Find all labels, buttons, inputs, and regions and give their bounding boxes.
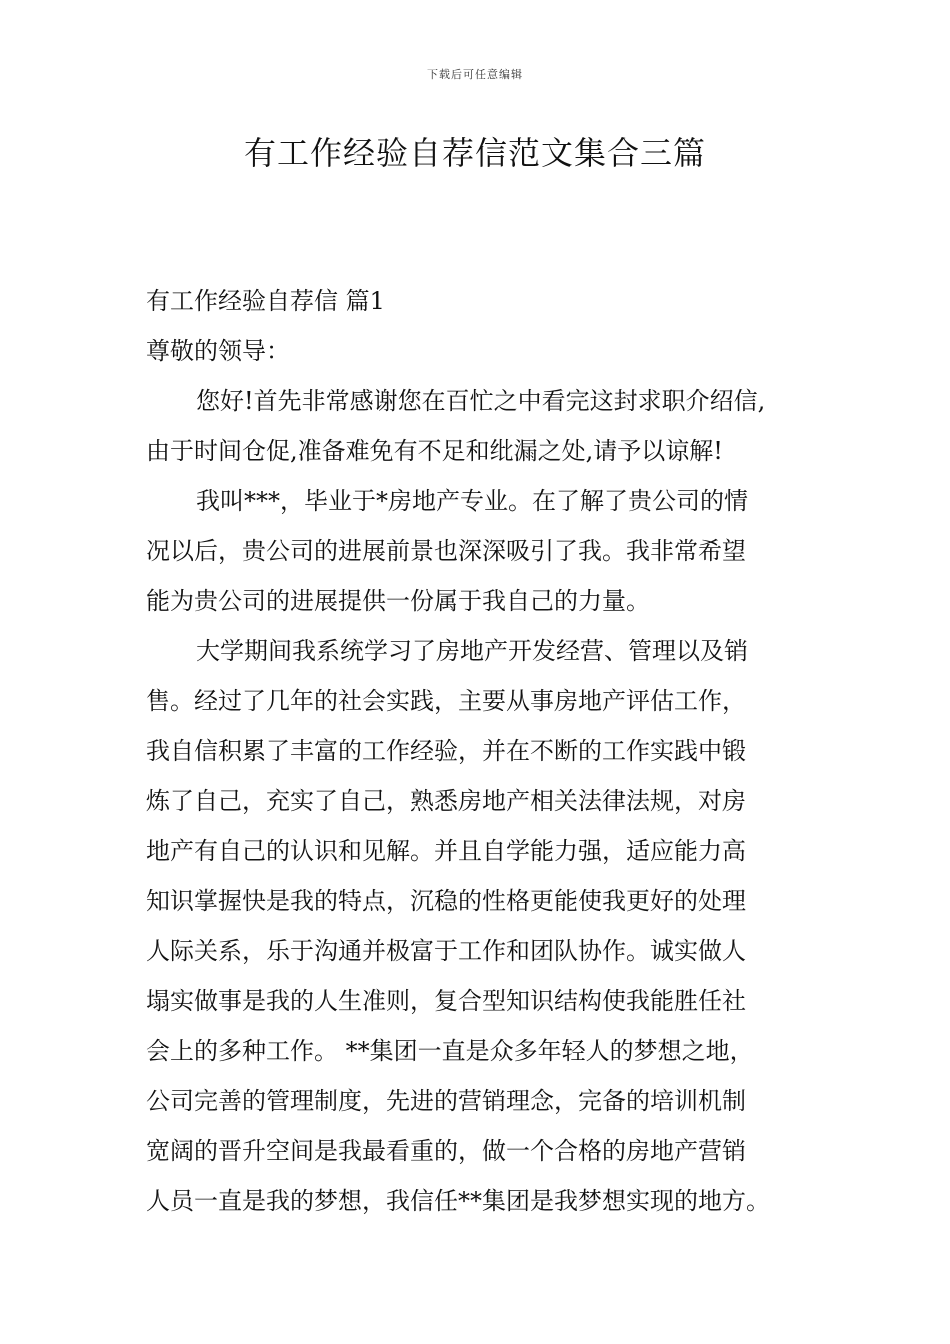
paragraph-line: 公司完善的管理制度，先进的营销理念，完备的培训机制: [146, 1087, 746, 1115]
paragraph-line: 会上的多种工作。 **集团一直是众多年轻人的梦想之地，: [146, 1037, 754, 1065]
paragraph-line: 由于时间仓促,准备难免有不足和纰漏之处,请予以谅解!: [146, 437, 723, 465]
paragraph-line: 我自信积累了丰富的工作经验，并在不断的工作实践中锻: [146, 737, 746, 765]
paragraph-line: 我叫***，毕业于*房地产专业。在了解了贵公司的情: [196, 487, 748, 515]
paragraph-line: 炼了自己，充实了自己，熟悉房地产相关法律法规，对房: [146, 787, 746, 815]
paragraph-3: [146, 626, 826, 1226]
paragraph-line: 大学期间我系统学习了房地产开发经营、管理以及销: [196, 637, 748, 665]
document-title: 有工作经验自荐信范文集合三篇: [243, 134, 706, 172]
paragraph-line: 人员一直是我的梦想，我信任**集团是我梦想实现的地方。: [146, 1187, 770, 1215]
letter-body: [146, 276, 826, 1226]
header-note: 下载后可任意编辑: [427, 68, 523, 81]
paragraph-1: [146, 376, 826, 476]
paragraph-line: 售。经过了几年的社会实践，主要从事房地产评估工作，: [146, 687, 746, 715]
salutation: 尊敬的领导：: [146, 337, 290, 365]
paragraph-line: 知识掌握快是我的特点，沉稳的性格更能使我更好的处理: [146, 887, 746, 915]
paragraph-line: 您好!首先非常感谢您在百忙之中看完这封求职介绍信,: [196, 387, 766, 415]
section-heading: 有工作经验自荐信 篇1: [146, 287, 385, 315]
paragraph-line: 能为贵公司的进展提供一份属于我自己的力量。: [146, 587, 650, 615]
paragraph-line: 地产有自己的认识和见解。并且自学能力强，适应能力高: [146, 837, 746, 865]
paragraph-2: [146, 476, 826, 626]
paragraph-line: 宽阔的晋升空间是我最看重的，做一个合格的房地产营销: [146, 1137, 746, 1165]
paragraph-line: 塌实做事是我的人生准则，复合型知识结构使我能胜任社: [146, 987, 746, 1015]
paragraph-line: 况以后，贵公司的进展前景也深深吸引了我。我非常希望: [146, 537, 746, 565]
paragraph-line: 人际关系，乐于沟通并极富于工作和团队协作。诚实做人: [146, 937, 746, 965]
